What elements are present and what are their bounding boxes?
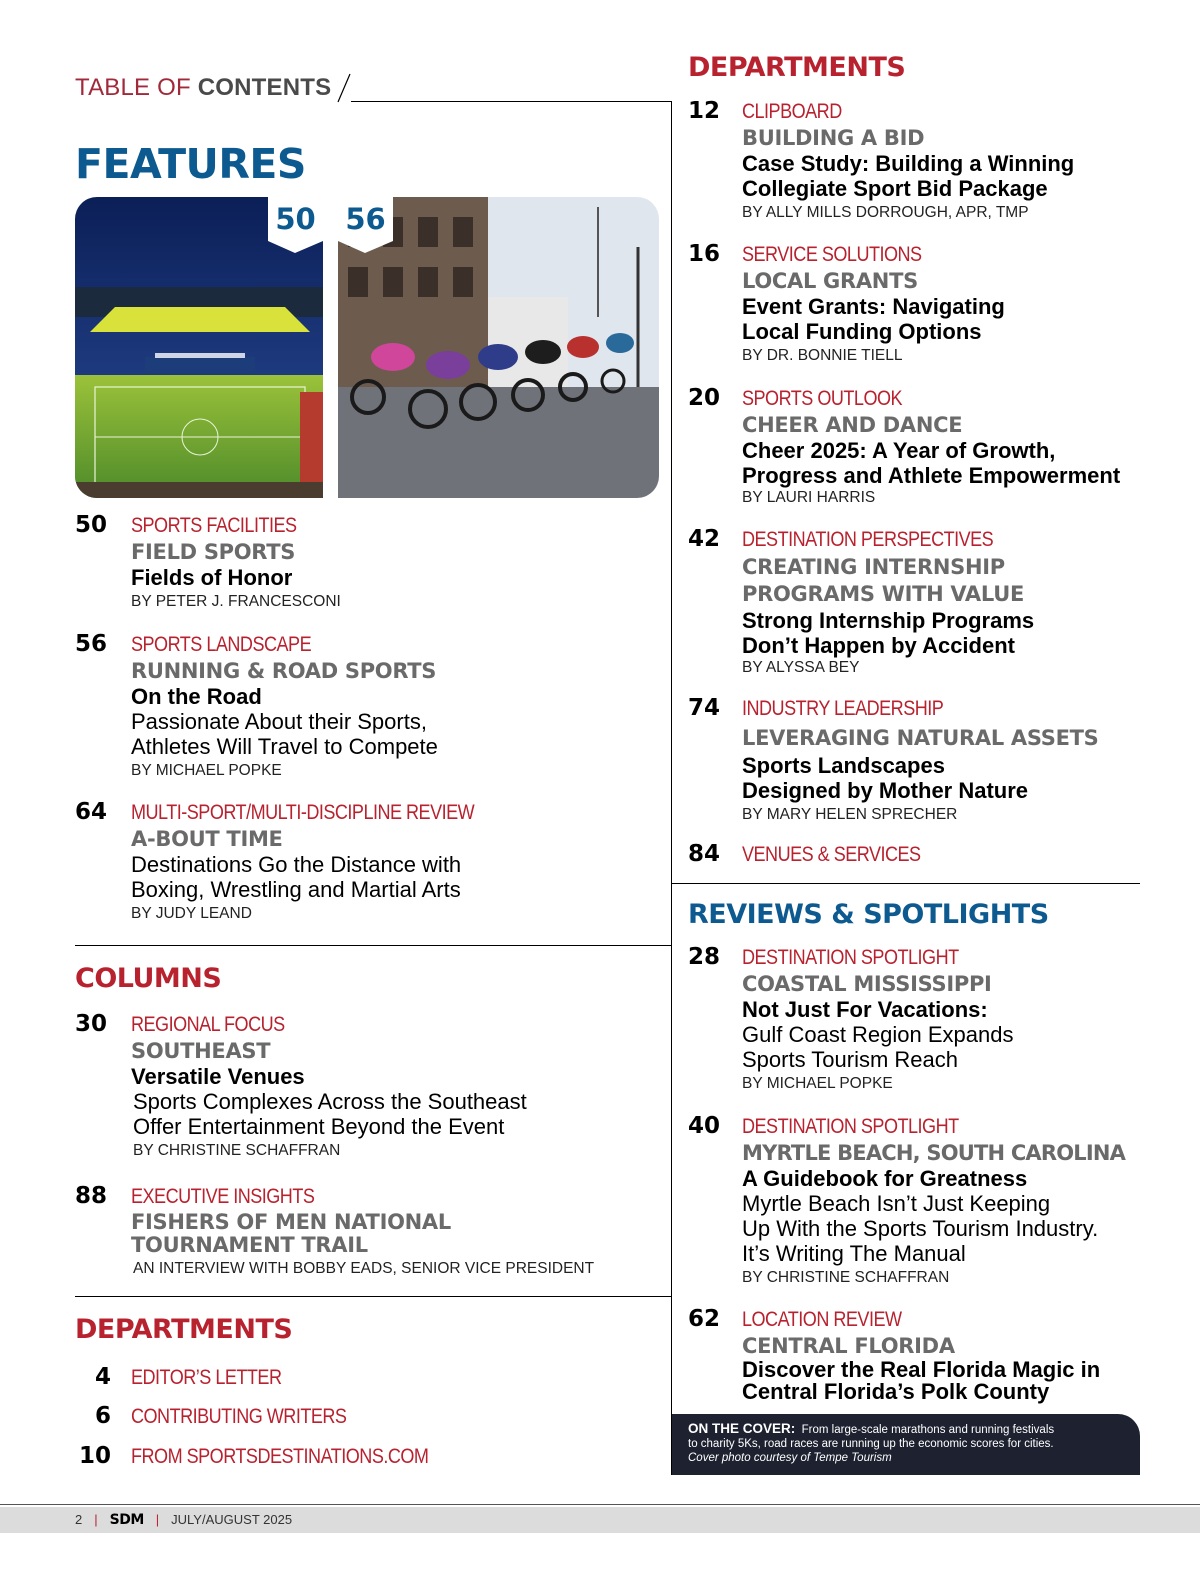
page-number: 64 xyxy=(75,799,108,825)
page-number: 74 xyxy=(688,695,721,721)
section-rule xyxy=(75,1296,672,1297)
entry-title: Strong Internship Programs xyxy=(742,608,1035,633)
entry-topic: TOURNAMENT TRAIL xyxy=(131,1233,368,1257)
entry-topic: FIELD SPORTS xyxy=(131,540,296,564)
entry-byline: BY DR. BONNIE TIELL xyxy=(742,347,903,364)
entry-topic: MYRTLE BEACH, SOUTH CAROLINA xyxy=(742,1141,1126,1165)
cover-credit: Cover photo courtesy of Tempe Tourism xyxy=(688,1452,892,1464)
entry-category: VENUES & SERVICES xyxy=(742,843,921,866)
entry-title: Fields of Honor xyxy=(131,565,293,590)
entry-title: Progress and Athlete Empowerment xyxy=(742,463,1121,488)
page-number: 30 xyxy=(75,1011,108,1037)
entry-title: Not Just For Vacations: xyxy=(742,997,988,1022)
entry-topic: FISHERS OF MEN NATIONAL xyxy=(131,1210,451,1234)
entry-title: On the Road xyxy=(131,684,262,709)
page-number: 10 xyxy=(78,1443,111,1469)
entry-category: CLIPBOARD xyxy=(742,100,842,123)
entry-byline: BY PETER J. FRANCESCONI xyxy=(131,593,341,610)
entry-topic: RUNNING & ROAD SPORTS xyxy=(131,659,437,683)
page-number: 16 xyxy=(688,241,721,267)
entry-subtitle: Gulf Coast Region Expands xyxy=(742,1022,1014,1047)
entry-category: SPORTS FACILITIES xyxy=(131,514,297,537)
entry-category: DESTINATION PERSPECTIVES xyxy=(742,528,994,551)
page-number: 62 xyxy=(688,1306,721,1332)
tab-pointer xyxy=(338,241,393,253)
toc-heading xyxy=(75,74,331,102)
page-number-footer: 2 xyxy=(75,1512,83,1527)
toc-heading-bold: CONTENTS xyxy=(197,74,332,101)
entry-topic: CENTRAL FLORIDA xyxy=(742,1334,955,1358)
entry-byline: BY MICHAEL POPKE xyxy=(742,1075,893,1092)
page-number: 6 xyxy=(94,1403,111,1429)
footer-rule xyxy=(0,1504,1200,1505)
entry-topic: PROGRAMS WITH VALUE xyxy=(742,582,1025,606)
page-number: 84 xyxy=(688,841,721,867)
entry-byline: BY MICHAEL POPKE xyxy=(131,762,282,779)
entry-byline: BY CHRISTINE SCHAFFRAN xyxy=(742,1269,950,1286)
tab-pointer xyxy=(268,241,323,253)
entry-subtitle: Up With the Sports Tourism Industry. xyxy=(742,1216,1099,1241)
columns-title: COLUMNS xyxy=(75,963,222,994)
entry-category: MULTI-SPORT/MULTI-DISCIPLINE REVIEW xyxy=(131,801,475,824)
entry-category: SPORTS OUTLOOK xyxy=(742,387,903,410)
entry-category: SPORTS LANDSCAPE xyxy=(131,633,312,656)
entry-topic: SOUTHEAST xyxy=(131,1039,271,1063)
entry-topic: LEVERAGING NATURAL ASSETS xyxy=(742,726,1099,750)
entry-title: Discover the Real Florida Magic in xyxy=(742,1357,1101,1382)
page-number: 88 xyxy=(75,1183,108,1209)
page-number: 20 xyxy=(688,385,721,411)
entry-category: LOCATION REVIEW xyxy=(742,1308,902,1331)
entry-title: Local Funding Options xyxy=(742,319,982,344)
entry-topic: CHEER AND DANCE xyxy=(742,413,963,437)
entry-title: Designed by Mother Nature xyxy=(742,778,1029,803)
entry-topic: A-BOUT TIME xyxy=(131,827,283,851)
header-rule xyxy=(351,101,672,102)
photo-number-tab: 56 xyxy=(338,197,393,241)
entry-subtitle: Myrtle Beach Isn’t Just Keeping xyxy=(742,1191,1051,1216)
toc-heading-light: TABLE OF xyxy=(75,74,198,101)
entry-topic: BUILDING A BID xyxy=(742,126,925,150)
footer-separator: | xyxy=(94,1512,98,1527)
entry-title: Case Study: Building a Winning xyxy=(742,151,1075,176)
entry-subtitle: Boxing, Wrestling and Martial Arts xyxy=(131,877,461,902)
reviews-title: REVIEWS & SPOTLIGHTS xyxy=(688,899,1049,930)
entry-byline: BY MARY HELEN SPRECHER xyxy=(742,806,958,823)
issue-date: JULY/AUGUST 2025 xyxy=(171,1512,293,1527)
section-rule xyxy=(75,945,672,946)
entry-title: Cheer 2025: A Year of Growth, xyxy=(742,438,1056,463)
entry-subtitle: Athletes Will Travel to Compete xyxy=(131,734,438,759)
page-number: 40 xyxy=(688,1113,721,1139)
entry-category: FROM SPORTSDESTINATIONS.COM xyxy=(131,1445,429,1468)
footer-separator: | xyxy=(155,1512,160,1527)
entry-byline: BY CHRISTINE SCHAFFRAN xyxy=(133,1142,341,1159)
entry-title: A Guidebook for Greatness xyxy=(742,1166,1028,1191)
entry-byline: BY ALLY MILLS DORROUGH, APR, TMP xyxy=(742,204,1029,221)
page-number: 28 xyxy=(688,944,721,970)
page-number: 50 xyxy=(75,512,108,538)
entry-title: Collegiate Sport Bid Package xyxy=(742,176,1048,201)
entry-title: Sports Landscapes xyxy=(742,753,945,778)
section-rule xyxy=(672,883,1140,884)
entry-subtitle: Sports Tourism Reach xyxy=(742,1047,959,1072)
entry-category: INDUSTRY LEADERSHIP xyxy=(742,697,944,720)
cover-text: to charity 5Ks, road races are running up the economic scores for cities. xyxy=(688,1438,1054,1450)
entry-category: CONTRIBUTING WRITERS xyxy=(131,1405,347,1428)
magazine-logo: SDM xyxy=(109,1512,144,1528)
entry-title: Event Grants: Navigating xyxy=(742,294,1005,319)
page-number: 56 xyxy=(75,631,108,657)
slash-divider xyxy=(334,72,352,104)
entry-byline: BY LAURI HARRIS xyxy=(742,489,876,506)
cover-label: ON THE COVER: xyxy=(688,1421,796,1436)
entry-subtitle: Sports Complexes Across the Southeast xyxy=(133,1089,527,1114)
entry-category: EDITOR’S LETTER xyxy=(131,1366,282,1389)
cover-caption xyxy=(672,1414,1140,1475)
photo-number-tab: 50 xyxy=(268,197,323,241)
features-title: FEATURES xyxy=(75,140,306,188)
entry-byline: AN INTERVIEW WITH BOBBY EADS, SENIOR VICE PRESIDENT xyxy=(133,1260,595,1277)
entry-byline: BY ALYSSA BEY xyxy=(742,659,860,676)
entry-category: SERVICE SOLUTIONS xyxy=(742,243,922,266)
entry-subtitle: Passionate About their Sports, xyxy=(131,709,427,734)
entry-category: DESTINATION SPOTLIGHT xyxy=(742,1115,959,1138)
entry-topic: CREATING INTERNSHIP xyxy=(742,555,1005,579)
entry-byline: BY JUDY LEAND xyxy=(131,905,252,922)
entry-title: Versatile Venues xyxy=(131,1064,305,1089)
entry-category: REGIONAL FOCUS xyxy=(131,1013,285,1036)
entry-category: DESTINATION SPOTLIGHT xyxy=(742,946,959,969)
entry-category: EXECUTIVE INSIGHTS xyxy=(131,1185,315,1208)
entry-title: Don’t Happen by Accident xyxy=(742,633,1015,658)
page-number: 42 xyxy=(688,526,721,552)
entry-subtitle: Offer Entertainment Beyond the Event xyxy=(133,1114,505,1139)
entry-subtitle: Destinations Go the Distance with xyxy=(131,852,462,877)
page-number: 12 xyxy=(688,98,721,124)
column-divider xyxy=(671,101,672,1475)
departments-right-title: DEPARTMENTS xyxy=(688,52,906,83)
entry-topic: LOCAL GRANTS xyxy=(742,269,918,293)
entry-title: Central Florida’s Polk County xyxy=(742,1379,1050,1404)
cover-text: From large-scale marathons and running festivals xyxy=(801,1424,1055,1436)
page-number: 4 xyxy=(94,1364,111,1390)
entry-subtitle: It’s Writing The Manual xyxy=(742,1241,966,1266)
footer xyxy=(75,1512,292,1528)
entry-topic: COASTAL MISSISSIPPI xyxy=(742,972,992,996)
departments-left-title: DEPARTMENTS xyxy=(75,1314,293,1345)
